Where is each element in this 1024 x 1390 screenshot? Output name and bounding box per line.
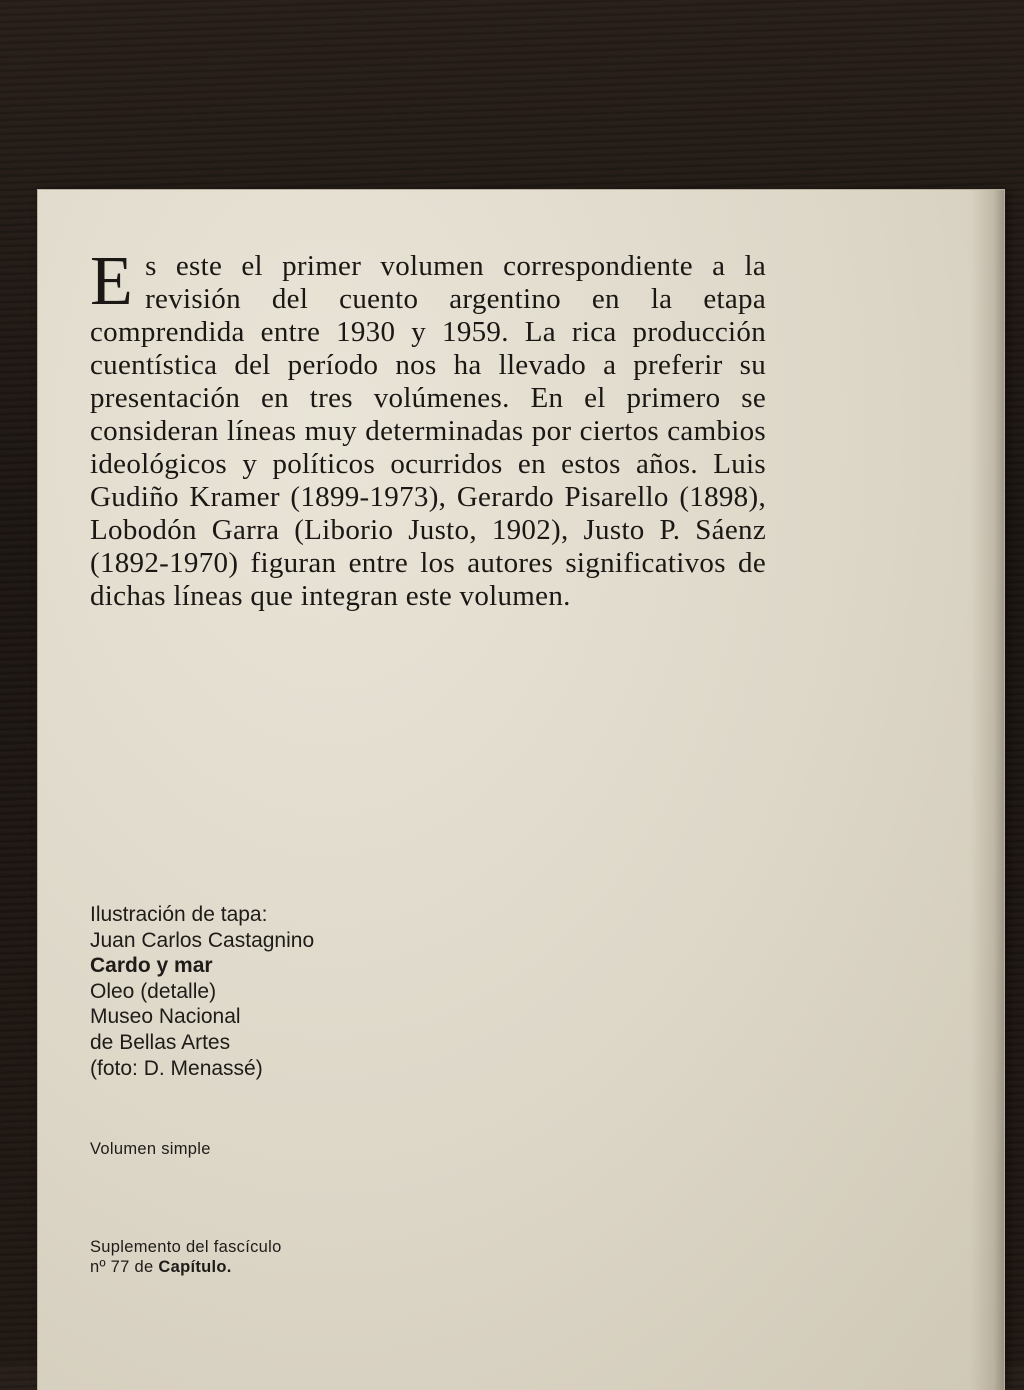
credit-artwork-title: Cardo y mar bbox=[90, 954, 213, 978]
cover-credits bbox=[90, 902, 314, 1081]
supplement-publication: Capítulo. bbox=[158, 1258, 232, 1276]
credit-line: de Bellas Artes bbox=[90, 1030, 231, 1054]
supplement-issue: nº 77 de bbox=[90, 1258, 154, 1276]
drop-cap: E bbox=[90, 243, 134, 320]
supplement-note bbox=[90, 1237, 282, 1277]
book-back-cover bbox=[38, 190, 1004, 1390]
volume-note: Volumen simple bbox=[90, 1140, 211, 1158]
blurb-text: s este el primer volumen correspondiente a la revisión del cuento argentino en la etapa comprendida entre 1930 y 1959. La rica producción cuentística del período nos ha llevado a preferir su presentación en tres volúmenes. En el primero se consideran líneas muy determinadas por ciertos cambios ideológicos y políticos ocurridos en estos años. Luis Gudiño Kramer (1899-1973), Gerardo Pisarello (1898), Lobodón Garra (Liborio Justo, 1902), Justo P. Sáenz (1892-1970) figuran entre los autores significativos de dichas líneas que integran este volumen. bbox=[90, 250, 766, 612]
credit-line: Juan Carlos Castagnino bbox=[90, 928, 315, 952]
credit-line: Museo Nacional bbox=[90, 1005, 241, 1029]
credit-line: Ilustración de tapa: bbox=[90, 903, 268, 926]
credit-line: (foto: D. Menassé) bbox=[90, 1056, 263, 1080]
credit-line: Oleo (detalle) bbox=[90, 979, 217, 1003]
blurb-paragraph bbox=[90, 243, 766, 613]
supplement-line-2 bbox=[90, 1257, 282, 1277]
supplement-line-1: Suplemento del fascículo bbox=[90, 1238, 282, 1256]
